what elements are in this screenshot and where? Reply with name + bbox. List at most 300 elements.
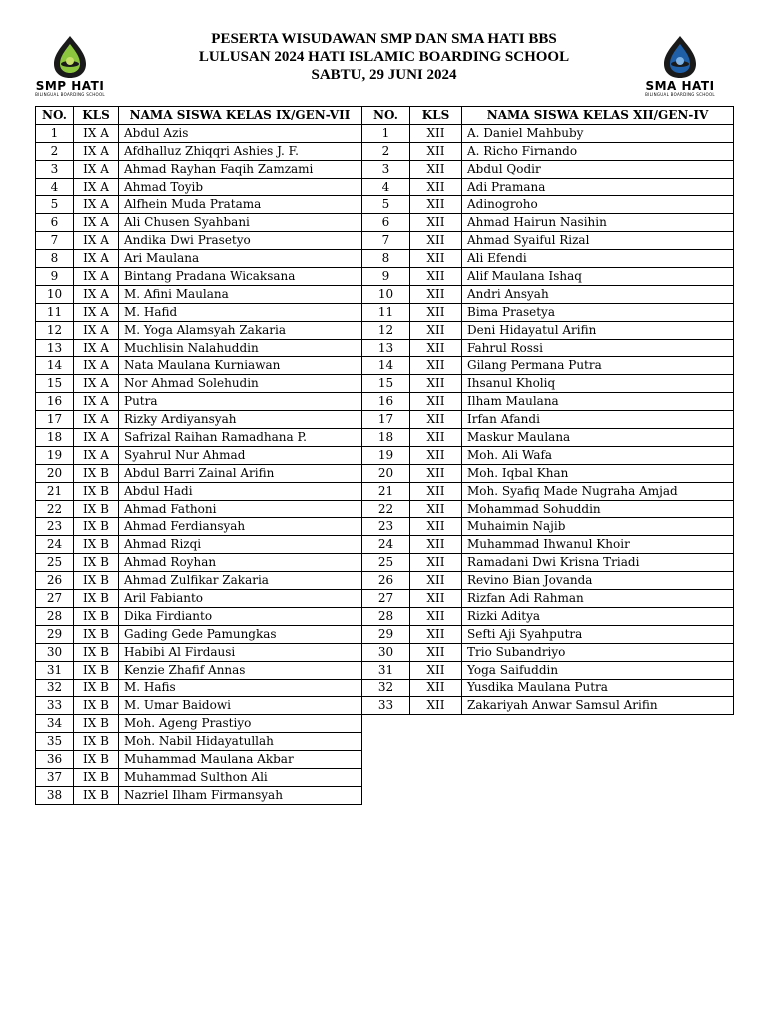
student-name: Ahmad Ferdiansyah — [119, 518, 362, 536]
student-name: Moh. Ageng Prastiyo — [119, 715, 362, 733]
student-name: Bima Prasetya — [462, 303, 734, 321]
row-number: 28 — [36, 607, 74, 625]
table-row — [362, 142, 734, 160]
student-name: Aril Fabianto — [119, 590, 362, 608]
table-row — [36, 607, 362, 625]
student-name: Ilham Maulana — [462, 393, 734, 411]
table-row — [36, 411, 362, 429]
table-row — [36, 178, 362, 196]
class-label: XII — [410, 196, 462, 214]
class-label: IX A — [74, 232, 119, 250]
student-name: Moh. Syafiq Made Nugraha Amjad — [462, 482, 734, 500]
row-number: 21 — [362, 482, 410, 500]
student-name: Rizki Aditya — [462, 607, 734, 625]
student-name: Muchlisin Nalahuddin — [119, 339, 362, 357]
table-row — [36, 768, 362, 786]
class-label: IX B — [74, 464, 119, 482]
student-name: Moh. Nabil Hidayatullah — [119, 733, 362, 751]
row-number: 16 — [362, 393, 410, 411]
student-name: Alfhein Muda Pratama — [119, 196, 362, 214]
smp-hati-logo-name: SMP HATI — [35, 79, 105, 93]
row-number: 25 — [362, 554, 410, 572]
student-name: Rizfan Adi Rahman — [462, 590, 734, 608]
column-header-no: NO. — [362, 107, 410, 125]
row-number: 26 — [36, 572, 74, 590]
row-number: 11 — [362, 303, 410, 321]
class-label: IX B — [74, 643, 119, 661]
sma-graduates-table — [361, 106, 734, 715]
row-number: 17 — [362, 411, 410, 429]
table-row — [362, 268, 734, 286]
class-label: XII — [410, 375, 462, 393]
table-row — [36, 250, 362, 268]
table-row — [362, 160, 734, 178]
table-header-row — [36, 107, 362, 125]
class-label: IX B — [74, 661, 119, 679]
table-row — [362, 232, 734, 250]
class-label: IX B — [74, 500, 119, 518]
class-label: XII — [410, 339, 462, 357]
class-label: IX B — [74, 554, 119, 572]
table-row — [362, 464, 734, 482]
row-number: 29 — [36, 625, 74, 643]
table-row — [362, 643, 734, 661]
student-name: Yusdika Maulana Putra — [462, 679, 734, 697]
table-row — [36, 196, 362, 214]
row-number: 3 — [362, 160, 410, 178]
student-name: Rizky Ardiyansyah — [119, 411, 362, 429]
row-number: 31 — [36, 661, 74, 679]
class-label: IX B — [74, 715, 119, 733]
row-number: 1 — [36, 124, 74, 142]
table-row — [36, 339, 362, 357]
student-name: Bintang Pradana Wicaksana — [119, 268, 362, 286]
row-number: 32 — [36, 679, 74, 697]
student-name: M. Yoga Alamsyah Zakaria — [119, 321, 362, 339]
class-label: IX B — [74, 733, 119, 751]
table-row — [36, 625, 362, 643]
class-label: XII — [410, 500, 462, 518]
student-name: Muhammad Maulana Akbar — [119, 751, 362, 769]
table-row — [36, 536, 362, 554]
class-label: XII — [410, 160, 462, 178]
class-label: IX B — [74, 536, 119, 554]
row-number: 18 — [36, 429, 74, 447]
table-row — [36, 554, 362, 572]
table-row — [36, 214, 362, 232]
row-number: 9 — [36, 268, 74, 286]
row-number: 21 — [36, 482, 74, 500]
student-name: Ramadani Dwi Krisna Triadi — [462, 554, 734, 572]
table-row — [362, 375, 734, 393]
student-name: Ahmad Zulfikar Zakaria — [119, 572, 362, 590]
student-name: Mohammad Sohuddin — [462, 500, 734, 518]
class-label: XII — [410, 285, 462, 303]
table-row — [36, 321, 362, 339]
row-number: 4 — [362, 178, 410, 196]
table-row — [362, 196, 734, 214]
table-row — [362, 679, 734, 697]
student-name: Ali Efendi — [462, 250, 734, 268]
row-number: 33 — [36, 697, 74, 715]
class-label: XII — [410, 178, 462, 196]
table-row — [36, 357, 362, 375]
class-label: IX A — [74, 214, 119, 232]
table-row — [362, 250, 734, 268]
student-name: Ahmad Hairun Nasihin — [462, 214, 734, 232]
class-label: XII — [410, 357, 462, 375]
row-number: 30 — [362, 643, 410, 661]
class-label: IX B — [74, 518, 119, 536]
table-row — [36, 375, 362, 393]
student-name: Ahmad Fathoni — [119, 500, 362, 518]
table-row — [36, 751, 362, 769]
table-row — [36, 482, 362, 500]
class-label: XII — [410, 232, 462, 250]
student-name: Safrizal Raihan Ramadhana P. — [119, 429, 362, 447]
class-label: XII — [410, 572, 462, 590]
table-row — [36, 733, 362, 751]
student-name: Muhammad Sulthon Ali — [119, 768, 362, 786]
row-number: 17 — [36, 411, 74, 429]
row-number: 25 — [36, 554, 74, 572]
row-number: 30 — [36, 643, 74, 661]
row-number: 14 — [362, 357, 410, 375]
student-name: Alif Maulana Ishaq — [462, 268, 734, 286]
row-number: 28 — [362, 607, 410, 625]
row-number: 27 — [362, 590, 410, 608]
table-row — [36, 393, 362, 411]
table-row — [362, 357, 734, 375]
student-name: Nor Ahmad Solehudin — [119, 375, 362, 393]
row-number: 24 — [362, 536, 410, 554]
class-label: XII — [410, 643, 462, 661]
student-name: Ari Maulana — [119, 250, 362, 268]
row-number: 13 — [36, 339, 74, 357]
class-label: IX A — [74, 142, 119, 160]
class-label: IX A — [74, 339, 119, 357]
row-number: 7 — [36, 232, 74, 250]
table-row — [36, 679, 362, 697]
table-row — [362, 518, 734, 536]
student-name: Abdul Azis — [119, 124, 362, 142]
sma-hati-logo-name: SMA HATI — [645, 79, 715, 93]
row-number: 2 — [362, 142, 410, 160]
row-number: 8 — [362, 250, 410, 268]
sma-hati-logo-subtitle: BILINGUAL BOARDING SCHOOL — [645, 92, 715, 97]
class-label: XII — [410, 482, 462, 500]
student-name: Habibi Al Firdausi — [119, 643, 362, 661]
row-number: 16 — [36, 393, 74, 411]
student-name: A. Richo Firnando — [462, 142, 734, 160]
table-row — [362, 178, 734, 196]
student-name: Ahmad Royhan — [119, 554, 362, 572]
row-number: 22 — [362, 500, 410, 518]
class-label: IX A — [74, 429, 119, 447]
class-label: XII — [410, 268, 462, 286]
class-label: XII — [410, 464, 462, 482]
class-label: XII — [410, 697, 462, 715]
student-name: Muhammad Ihwanul Khoir — [462, 536, 734, 554]
student-name: Andri Ansyah — [462, 285, 734, 303]
table-row — [36, 303, 362, 321]
student-name: A. Daniel Mahbuby — [462, 124, 734, 142]
column-header-kls: KLS — [410, 107, 462, 125]
student-name: Sefti Aji Syahputra — [462, 625, 734, 643]
row-number: 33 — [362, 697, 410, 715]
class-label: IX A — [74, 196, 119, 214]
row-number: 20 — [362, 464, 410, 482]
table-row — [362, 339, 734, 357]
row-number: 18 — [362, 429, 410, 447]
smp-graduates-table — [35, 106, 362, 805]
class-label: IX A — [74, 446, 119, 464]
row-number: 14 — [36, 357, 74, 375]
table-row — [36, 590, 362, 608]
class-label: XII — [410, 303, 462, 321]
row-number: 27 — [36, 590, 74, 608]
student-name: M. Hafis — [119, 679, 362, 697]
table-row — [36, 124, 362, 142]
student-name: Abdul Barri Zainal Arifin — [119, 464, 362, 482]
student-name: Ali Chusen Syahbani — [119, 214, 362, 232]
column-header-nama: NAMA SISWA KELAS XII/GEN-IV — [462, 107, 734, 125]
student-name: Maskur Maulana — [462, 429, 734, 447]
student-name: Zakariyah Anwar Samsul Arifin — [462, 697, 734, 715]
class-label: IX A — [74, 411, 119, 429]
table-row — [36, 142, 362, 160]
student-name: Moh. Iqbal Khan — [462, 464, 734, 482]
class-label: IX A — [74, 178, 119, 196]
student-name: Fahrul Rossi — [462, 339, 734, 357]
row-number: 6 — [362, 214, 410, 232]
row-number: 8 — [36, 250, 74, 268]
class-label: IX A — [74, 285, 119, 303]
table-row — [36, 446, 362, 464]
student-name: Afdhalluz Zhiqqri Ashies J. F. — [119, 142, 362, 160]
class-label: IX B — [74, 572, 119, 590]
student-name: M. Hafid — [119, 303, 362, 321]
table-row — [362, 607, 734, 625]
row-number: 3 — [36, 160, 74, 178]
student-name: Gilang Permana Putra — [462, 357, 734, 375]
table-row — [362, 590, 734, 608]
student-name: Andika Dwi Prasetyo — [119, 232, 362, 250]
row-number: 7 — [362, 232, 410, 250]
student-name: Nazriel Ilham Firmansyah — [119, 786, 362, 804]
table-row — [362, 321, 734, 339]
student-name: Nata Maulana Kurniawan — [119, 357, 362, 375]
row-number: 38 — [36, 786, 74, 804]
student-name: Trio Subandriyo — [462, 643, 734, 661]
table-row — [36, 232, 362, 250]
class-label: IX B — [74, 590, 119, 608]
student-name: Ahmad Toyib — [119, 178, 362, 196]
class-label: IX A — [74, 393, 119, 411]
row-number: 1 — [362, 124, 410, 142]
row-number: 11 — [36, 303, 74, 321]
class-label: IX A — [74, 250, 119, 268]
row-number: 26 — [362, 572, 410, 590]
student-name: M. Afini Maulana — [119, 285, 362, 303]
column-header-no: NO. — [36, 107, 74, 125]
class-label: XII — [410, 214, 462, 232]
student-name: Revino Bian Jovanda — [462, 572, 734, 590]
student-name: Ahmad Rizqi — [119, 536, 362, 554]
student-name: Moh. Ali Wafa — [462, 446, 734, 464]
table-row — [36, 160, 362, 178]
student-name: Putra — [119, 393, 362, 411]
student-name: Gading Gede Pamungkas — [119, 625, 362, 643]
row-number: 10 — [362, 285, 410, 303]
student-name: Kenzie Zhafif Annas — [119, 661, 362, 679]
row-number: 20 — [36, 464, 74, 482]
table-row — [362, 303, 734, 321]
table-row — [36, 268, 362, 286]
student-name: Deni Hidayatul Arifin — [462, 321, 734, 339]
row-number: 13 — [362, 339, 410, 357]
class-label: XII — [410, 446, 462, 464]
table-header-row — [362, 107, 734, 125]
class-label: IX B — [74, 625, 119, 643]
row-number: 23 — [362, 518, 410, 536]
class-label: IX A — [74, 268, 119, 286]
table-row — [36, 464, 362, 482]
document-header — [0, 30, 768, 84]
student-name: Adi Pramana — [462, 178, 734, 196]
table-row — [36, 786, 362, 804]
table-row — [362, 411, 734, 429]
student-name: Yoga Saifuddin — [462, 661, 734, 679]
student-name: Irfan Afandi — [462, 411, 734, 429]
smp-hati-logo-subtitle: BILINGUAL BOARDING SCHOOL — [35, 92, 105, 97]
row-number: 5 — [362, 196, 410, 214]
table-row — [36, 429, 362, 447]
class-label: XII — [410, 142, 462, 160]
row-number: 15 — [362, 375, 410, 393]
row-number: 15 — [36, 375, 74, 393]
table-row — [362, 536, 734, 554]
table-row — [362, 285, 734, 303]
table-row — [36, 643, 362, 661]
student-name: Abdul Hadi — [119, 482, 362, 500]
row-number: 19 — [36, 446, 74, 464]
table-row — [36, 572, 362, 590]
class-label: XII — [410, 661, 462, 679]
class-label: IX A — [74, 160, 119, 178]
row-number: 12 — [362, 321, 410, 339]
class-label: IX B — [74, 482, 119, 500]
row-number: 5 — [36, 196, 74, 214]
class-label: IX A — [74, 321, 119, 339]
table-row — [362, 446, 734, 464]
table-row — [362, 214, 734, 232]
class-label: IX B — [74, 679, 119, 697]
class-label: IX A — [74, 303, 119, 321]
row-number: 4 — [36, 178, 74, 196]
table-row — [36, 500, 362, 518]
class-label: IX B — [74, 786, 119, 804]
class-label: XII — [410, 679, 462, 697]
table-row — [362, 429, 734, 447]
column-header-nama: NAMA SISWA KELAS IX/GEN-VII — [119, 107, 362, 125]
table-row — [362, 500, 734, 518]
student-name: Adinogroho — [462, 196, 734, 214]
class-label: XII — [410, 554, 462, 572]
class-label: IX A — [74, 375, 119, 393]
table-row — [362, 697, 734, 715]
class-label: XII — [410, 625, 462, 643]
table-row — [36, 715, 362, 733]
table-row — [36, 697, 362, 715]
class-label: IX A — [74, 357, 119, 375]
column-header-kls: KLS — [74, 107, 119, 125]
row-number: 31 — [362, 661, 410, 679]
row-number: 19 — [362, 446, 410, 464]
table-row — [36, 285, 362, 303]
row-number: 34 — [36, 715, 74, 733]
table-row — [36, 661, 362, 679]
student-name: Ahmad Rayhan Faqih Zamzami — [119, 160, 362, 178]
student-name: M. Umar Baidowi — [119, 697, 362, 715]
class-label: XII — [410, 590, 462, 608]
table-row — [362, 554, 734, 572]
class-label: IX B — [74, 697, 119, 715]
table-row — [362, 482, 734, 500]
table-row — [36, 518, 362, 536]
class-label: IX A — [74, 124, 119, 142]
row-number: 29 — [362, 625, 410, 643]
class-label: XII — [410, 518, 462, 536]
header-date: SABTU, 29 JUNI 2024 — [311, 67, 457, 83]
row-number: 2 — [36, 142, 74, 160]
student-name: Ihsanul Kholiq — [462, 375, 734, 393]
class-label: XII — [410, 393, 462, 411]
class-label: XII — [410, 124, 462, 142]
row-number: 32 — [362, 679, 410, 697]
class-label: IX B — [74, 607, 119, 625]
header-title: PESERTA WISUDAWAN SMP DAN SMA HATI BBS — [211, 31, 557, 47]
row-number: 36 — [36, 751, 74, 769]
class-label: XII — [410, 536, 462, 554]
row-number: 9 — [362, 268, 410, 286]
table-row — [362, 124, 734, 142]
table-row — [362, 572, 734, 590]
student-name: Syahrul Nur Ahmad — [119, 446, 362, 464]
table-row — [362, 625, 734, 643]
student-name: Abdul Qodir — [462, 160, 734, 178]
row-number: 23 — [36, 518, 74, 536]
row-number: 35 — [36, 733, 74, 751]
table-row — [362, 393, 734, 411]
class-label: XII — [410, 321, 462, 339]
student-name: Muhaimin Najib — [462, 518, 734, 536]
class-label: XII — [410, 607, 462, 625]
row-number: 12 — [36, 321, 74, 339]
table-row — [362, 661, 734, 679]
student-name: Dika Firdianto — [119, 607, 362, 625]
row-number: 6 — [36, 214, 74, 232]
row-number: 10 — [36, 285, 74, 303]
class-label: XII — [410, 411, 462, 429]
class-label: IX B — [74, 768, 119, 786]
class-label: XII — [410, 250, 462, 268]
header-subtitle: LULUSAN 2024 HATI ISLAMIC BOARDING SCHOOL — [198, 49, 570, 65]
row-number: 24 — [36, 536, 74, 554]
class-label: XII — [410, 429, 462, 447]
row-number: 37 — [36, 768, 74, 786]
row-number: 22 — [36, 500, 74, 518]
